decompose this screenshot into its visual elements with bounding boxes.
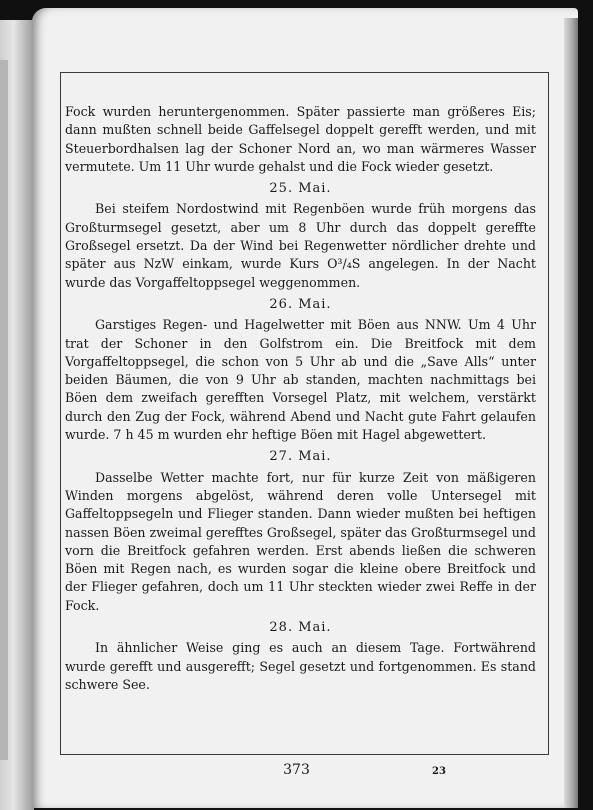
entry-paragraph: Bei steifem Nordostwind mit Regenböen wurde früh morgens das Großturmsegel gesetzt, aber um 8 Uhr durch das doppelt gereffte Großsegel ersetzt. Da der Wind bei Regenwetter nördlicher drehte und später aus NzW einkam, wurde Kurs O³/₄S angelegen. In der Nacht wurde das Vorgaffeltoppsegel weggenommen. xyxy=(65,201,536,290)
page-stack-edge xyxy=(564,18,578,808)
entry-paragraph: Dasselbe Wetter machte fort, nur für kurze Zeit von mäßigeren Winden morgens abgelöst, während deren volle Untersegel mit Gaffeltoppsegeln und Flieger standen. Dann wieder mußten bei heftigen nassen Böen zweimal gerefftes Großsegel, später das Großturmsegel und vorn die Breitfock gefahren werden. Erst abends ließen die schweren Böen mit Regen nach, es wurden sogar die kleine obere Breitfock und der Flieger gefahren, doch um 11 Uhr steckten wieder zwei Reffe in der Fock. xyxy=(65,469,536,613)
entry-paragraph: Garstiges Regen- und Hagelwetter mit Böen aus NNW. Um 4 Uhr trat der Schoner in den Golfstrom ein. Die Breitfock mit dem Vorgaffeltoppsegel, die schon von 5 Uhr ab und die „Save Alls“ unter beiden Bäumen, die von 9 Uhr ab standen, machten nachmittags bei Böen dem zweifach gerefften Vorsegel Platz, mit welchem, verstärkt durch den Zug der Fock, während Abend und Nacht gute Fahrt gelaufen wurde. 7 h 45 m wurden ehr heftige Böen mit Hagel abgewettert. xyxy=(65,317,536,443)
entry-paragraph: In ähnlicher Weise ging es auch an diesem Tage. Fortwährend wurde gerefft und ausgerefft; Segel gesetzt und fortgenommen. Es stand schwere See. xyxy=(65,640,536,692)
continuation-paragraph: Fock wurden heruntergenommen. Später passierte man größeres Eis; dann mußten schnell beide Gaffelsegel doppelt gerefft werden, und mit Steuerbordhalsen lag der Schoner Nord an, wo man wärmeres Wasser vermutete. Um 11 Uhr wurde gehalst und die Fock wieder gesetzt. xyxy=(65,104,536,174)
page-text-block xyxy=(65,103,536,694)
facing-page-shadow xyxy=(0,60,8,760)
entry-date-heading: 26. Mai. xyxy=(269,296,332,312)
signature-mark: 23 xyxy=(432,766,446,777)
entry-date-heading: 27. Mai. xyxy=(269,449,332,465)
entry-date-heading: 25. Mai. xyxy=(269,181,332,197)
entry-date-heading: 28. Mai. xyxy=(269,620,332,636)
page-number: 373 xyxy=(283,762,310,778)
